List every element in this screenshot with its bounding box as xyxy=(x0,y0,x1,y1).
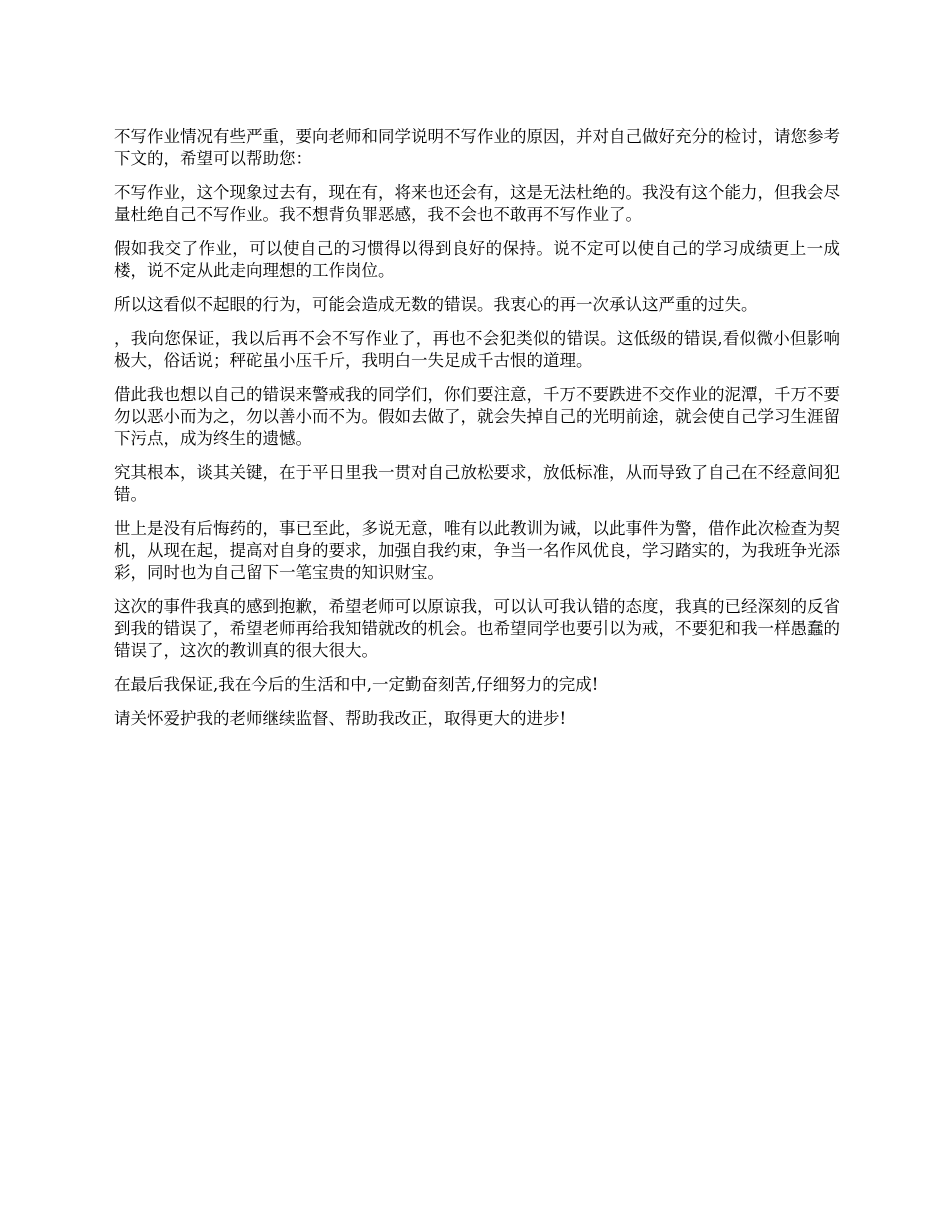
paragraph-1: 不写作业情况有些严重，要向老师和同学说明不写作业的原因，并对自己做好充分的检讨，请您参考下文的，希望可以帮助您： xyxy=(114,127,840,168)
paragraph-9: 这次的事件我真的感到抱歉，希望老师可以原谅我，可以认可我认错的态度，我真的已经深刻的反省到我的错误了，希望老师再给我知错就改的机会。也希望同学也要引以为戒，不要犯和我一样愚蠢的错误了，这次的教训真的很大很大。 xyxy=(114,597,840,660)
paragraph-5: ，我向您保证，我以后再不会不写作业了，再也不会犯类似的错误。这低级的错误,看似微小但影响极大，俗话说；秤砣虽小压千斤，我明白一失足成千古恨的道理。 xyxy=(114,329,840,370)
paragraph-2: 不写作业，这个现象过去有，现在有，将来也还会有，这是无法杜绝的。我没有这个能力，但我会尽量杜绝自己不写作业。我不想背负罪恶感，我不会也不敢再不写作业了。 xyxy=(114,183,840,224)
paragraph-7: 究其根本，谈其关键，在于平日里我一贯对自己放松要求，放低标准，从而导致了自己在不经意间犯错。 xyxy=(114,463,840,504)
paragraph-3: 假如我交了作业，可以使自己的习惯得以得到良好的保持。说不定可以使自己的学习成绩更上一成楼，说不定从此走向理想的工作岗位。 xyxy=(114,239,840,280)
paragraph-11: 请关怀爱护我的老师继续监督、帮助我改正，取得更大的进步! xyxy=(114,709,567,728)
paragraph-10: 在最后我保证,我在今后的生活和中,一定勤奋刻苦,仔细努力的完成! xyxy=(114,675,599,694)
document-body xyxy=(114,126,840,742)
paragraph-8: 世上是没有后悔药的，事已至此，多说无意，唯有以此教训为诫，以此事件为警，借作此次检查为契机，从现在起，提高对自身的要求，加强自我约束，争当一名作风优良，学习踏实的，为我班争光添彩，同时也为自己留下一笔宝贵的知识财宝。 xyxy=(114,519,840,582)
paragraph-4: 所以这看似不起眼的行为，可能会造成无数的错误。我衷心的再一次承认这严重的过失。 xyxy=(114,295,758,314)
paragraph-6: 借此我也想以自己的错误来警戒我的同学们，你们要注意，千万不要跌进不交作业的泥潭，千万不要勿以恶小而为之，勿以善小而不为。假如去做了，就会失掉自己的光明前途，就会使自己学习生涯留下污点，成为终生的遗憾。 xyxy=(114,385,840,448)
